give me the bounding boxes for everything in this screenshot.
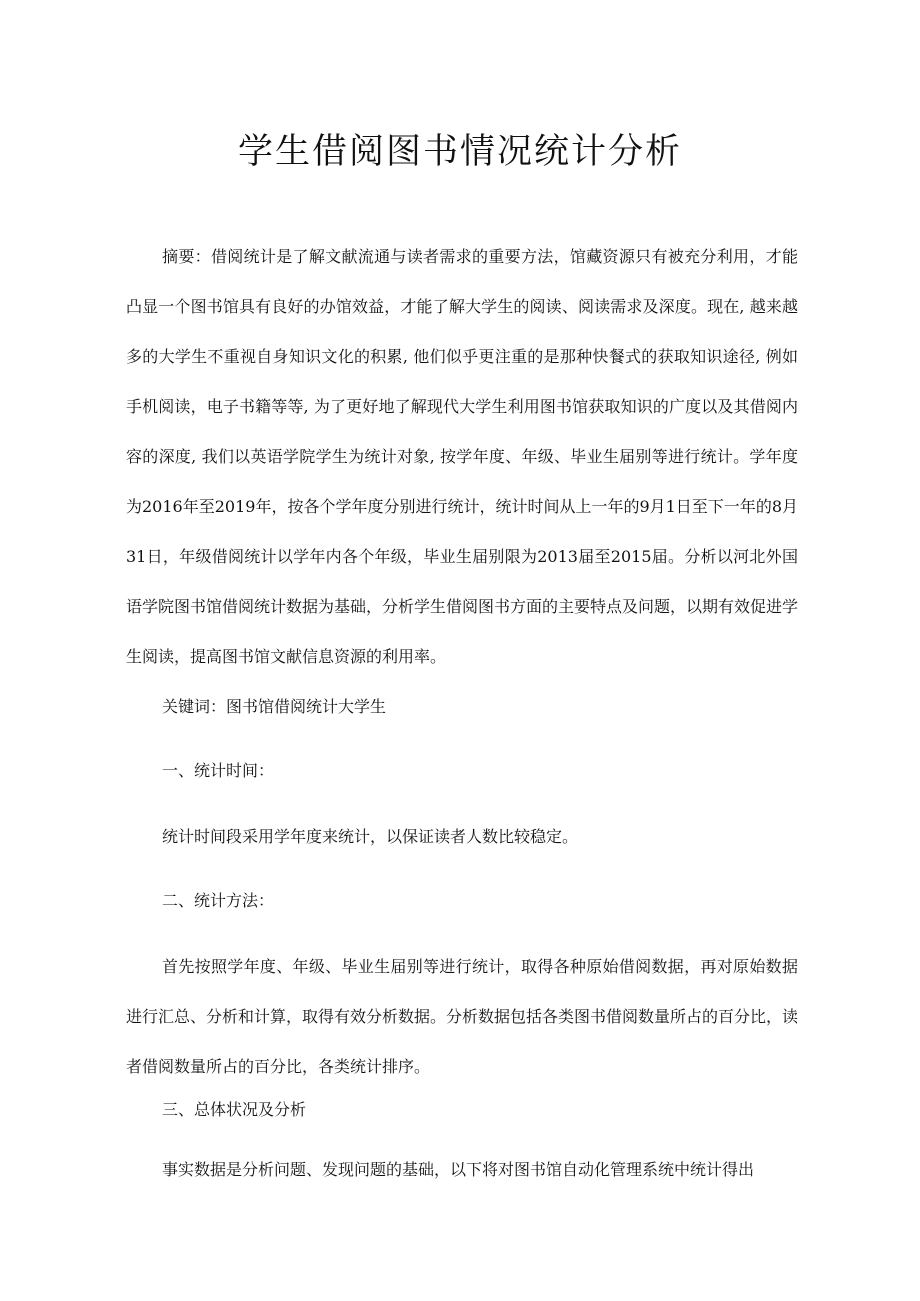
section-text-overall-analysis: 事实数据是分析问题、发现问题的基础，以下将对图书馆自动化管理系统中统计得出: [162, 1160, 755, 1179]
document-title: 学生借阅图书情况统计分析: [237, 132, 682, 172]
section-text-statistics-time: 统计时间段采用学年度来统计，以保证读者人数比较稳定。: [162, 827, 579, 846]
abstract-paragraph: 摘要：借阅统计是了解文献流通与读者需求的重要方法，馆藏资源只有被充分利用，才能凸显一个图书馆具有良好的办馆效益，才能了解大学生的阅读、阅读需求及深度。现在, 越来越多的大学生不重视自身知识文化的积累, 他们似乎更注重的是那种快餐式的获取知识途径, 例如手机阅读，电子书籍等等, 为了更好地了解现代大学生利用图书馆获取知识的广度以及其借阅内容的深度, 我们以英语学院学生为统计对象, 按学年度、年级、毕业生届别等进行统计。学年度为2016年至2019年，按各个学年度分别进行统计，统计时间从上一年的9月1日至下一年的8月31日，年级借阅统计以学年内各个年级，毕业生届别限为2013届至2015届。分析以河北外国语学院图书馆借阅统计数据为基础，分析学生借阅图书方面的主要特点及问题，以期有效促进学生阅读，提高图书馆文献信息资源的利用率。: [126, 247, 799, 666]
section-heading-statistics-time: 一、统计时间：: [162, 761, 275, 780]
section-text-statistics-method: 首先按照学年度、年级、毕业生届别等进行统计，取得各种原始借阅数据，再对原始数据进行汇总、分析和计算，取得有效分析数据。分析数据包括各类图书借阅数量所占的百分比，读者借阅数量所占的百分比，各类统计排序。: [126, 957, 799, 1076]
section-heading-overall-analysis: 三、总体状况及分析: [162, 1100, 307, 1119]
keywords-line: 关键词：图书馆借阅统计大学生: [162, 697, 387, 716]
section-heading-statistics-method: 二、统计方法：: [162, 891, 275, 910]
